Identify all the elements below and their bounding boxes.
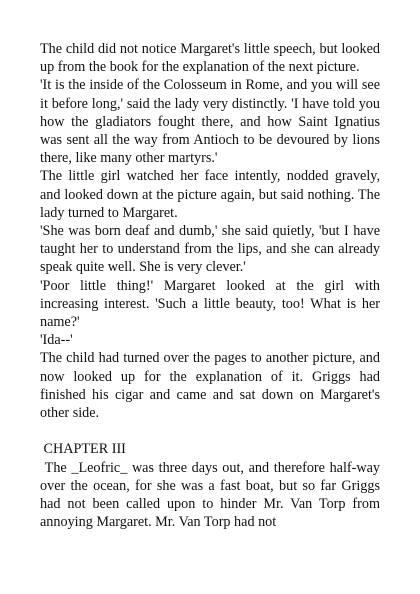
paragraph: 'She was born deaf and dumb,' she said quietly, 'but I have taught her to understand from the lips, and she can already speak quite well. She is very clever.' xyxy=(40,223,380,276)
paragraph: 'It is the inside of the Colosseum in Rome, and you will see it before long,' said the lady very distinctly. 'I have told you how the gladiators fought there, and how Saint Ignatius was sent all the way from Antioch to be devoured by lions there, like many other martyrs.' xyxy=(40,77,380,167)
paragraph: 'Ida--' xyxy=(40,332,73,349)
chapter-heading: CHAPTER III xyxy=(40,441,126,458)
paragraph: The child did not notice Margaret's little speech, but looked up from the book for the explanation of the next picture. xyxy=(40,41,380,76)
paragraph: The _Leofric_ was three days out, and therefore half-way over the ocean, for she was a fast boat, but so far Griggs had not been called upon to hinder Mr. Van Torp from annoying Margaret. Mr. Van Torp had not xyxy=(40,459,384,531)
page-text xyxy=(40,40,384,531)
paragraph: 'Poor little thing!' Margaret looked at the girl with increasing interest. 'Such a little beauty, too! What is her name?' xyxy=(40,277,380,331)
paragraph: The little girl watched her face intently, nodded gravely, and looked down at the picture again, but said nothing. The lady turned to Margaret. xyxy=(40,168,380,221)
paragraph: The child had turned over the pages to another picture, and now looked up for the explanation of it. Griggs had finished his cigar and came and sat down on Margaret's other side. xyxy=(40,350,380,422)
blank-line xyxy=(40,422,380,440)
